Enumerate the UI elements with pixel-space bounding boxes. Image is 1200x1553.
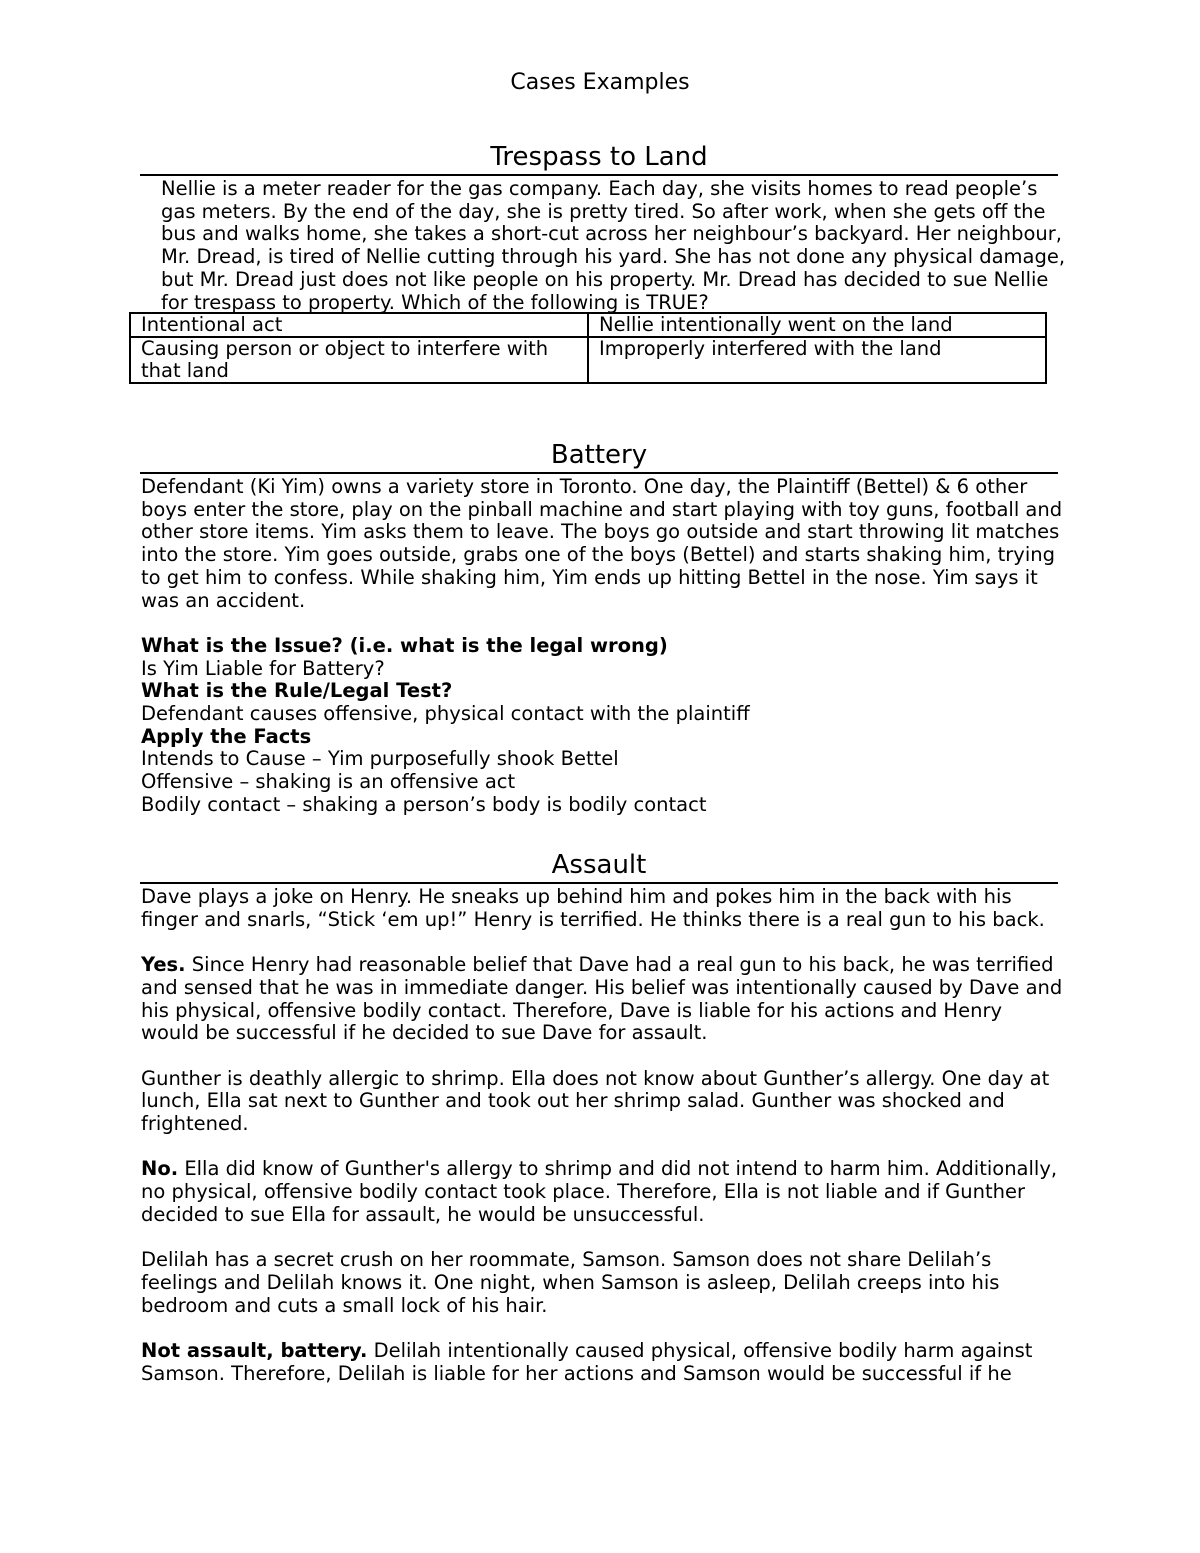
table-cell-element: Intentional act bbox=[130, 313, 588, 337]
trespass-scenario: Nellie is a meter reader for the gas company. Each day, she visits homes to read people’s gas meters. By the end of the day, she is pretty tired. So after work, when she gets off the bus and walks home, she takes a short-cut across her neighbour’s backyard. Her neighbour, Mr. Dread, is tired of Nellie cutting through his yard. She has not done any physical damage, but Mr. Dread just does not like people on his property. Mr. Dread has decided to sue Nellie for trespass to property. Which of the following is TRUE? bbox=[161, 177, 1066, 314]
battery-heading: Battery bbox=[140, 438, 1058, 474]
assault-case-2: Gunther is deathly allergic to shrimp. Ella does not know about Gunther’s allergy. One day at lunch, Ella sat next to Gunther and took out her shrimp salad. Gunther was shocked and frightened. bbox=[141, 1066, 1050, 1135]
assault-case-1: Dave plays a joke on Henry. He sneaks up behind him and pokes him in the back with his finger and snarls, “Stick ‘em up!” Henry is terrified. He thinks there is a real gun to his back. bbox=[141, 885, 1045, 931]
battery-fact: Offensive – shaking is an offensive act bbox=[141, 770, 516, 794]
battery-fact: Bodily contact – shaking a person’s body is bodily contact bbox=[141, 792, 707, 816]
table-row bbox=[130, 337, 1046, 383]
battery-issue-label: What is the Issue? (i.e. what is the legal wrong) bbox=[141, 633, 668, 657]
battery-facts-label: Apply the Facts bbox=[141, 724, 312, 748]
trespass-elements-table bbox=[129, 312, 1047, 384]
answer-text: Ella did know of Gunther's allergy to shrimp and did not intend to harm him. Additionally, no physical, offensive bodily contact took place. Therefore, Ella is not liable and if Gunther decided to sue Ella for assault, he would be unsuccessful. bbox=[141, 1157, 1058, 1226]
table-cell-application: Nellie intentionally went on the land bbox=[588, 313, 1046, 337]
assault-heading: Assault bbox=[140, 848, 1058, 884]
assault-case-3: Delilah has a secret crush on her roommate, Samson. Samson does not share Delilah’s feelings and Delilah knows it. One night, when Samson is asleep, Delilah creeps into his bedroom and cuts a small lock of his hair. bbox=[141, 1248, 1000, 1317]
assault-answer-1 bbox=[141, 954, 1066, 1045]
assault-answer-2 bbox=[141, 1158, 1066, 1226]
battery-content bbox=[141, 476, 1066, 817]
assault-answer-3 bbox=[141, 1340, 1066, 1385]
battery-fact: Intends to Cause – Yim purposefully shook Bettel bbox=[141, 747, 619, 771]
battery-scenario: Defendant (Ki Yim) owns a variety store in Toronto. One day, the Plaintiff (Bettel) & 6 other boys enter the store, play on the pinball machine and start playing with toy guns, football and other store items. Yim asks them to leave. The boys go outside and start throwing lit matches into the store. Yim goes outside, grabs one of the boys (Bettel) and starts shaking him, trying to get him to confess. While shaking him, Yim ends up hitting Bettel in the nose. Yim says it was an accident. bbox=[141, 475, 1063, 612]
battery-rule: Defendant causes offensive, physical contact with the plaintiff bbox=[141, 702, 750, 726]
trespass-scenario-block bbox=[141, 178, 1066, 314]
answer-label: No. bbox=[141, 1157, 179, 1181]
trespass-heading: Trespass to Land bbox=[140, 140, 1058, 176]
table-cell-application: Improperly interfered with the land bbox=[588, 337, 1046, 383]
answer-text: Since Henry had reasonable belief that Dave had a real gun to his back, he was terrified and sensed that he was in immediate danger. His belief was intentionally caused by Dave and his physical, offensive bodily contact. Therefore, Dave is liable for his actions and Henry would be successful if he decided to sue Dave for assault. bbox=[141, 953, 1063, 1045]
table-cell-element: Causing person or object to interfere with that land bbox=[130, 337, 588, 383]
table-row bbox=[130, 313, 1046, 337]
answer-label: Not assault, battery. bbox=[141, 1338, 368, 1362]
answer-label: Yes. bbox=[141, 953, 186, 977]
document-title: Cases Examples bbox=[510, 70, 690, 95]
assault-content bbox=[141, 886, 1066, 1385]
battery-issue: Is Yim Liable for Battery? bbox=[141, 656, 385, 680]
battery-rule-label: What is the Rule/Legal Test? bbox=[141, 679, 453, 703]
answer-text: Delilah intentionally caused physical, offensive bodily harm against Samson. Therefore, Delilah is liable for her actions and Samson would be successful if he bbox=[141, 1338, 1033, 1385]
